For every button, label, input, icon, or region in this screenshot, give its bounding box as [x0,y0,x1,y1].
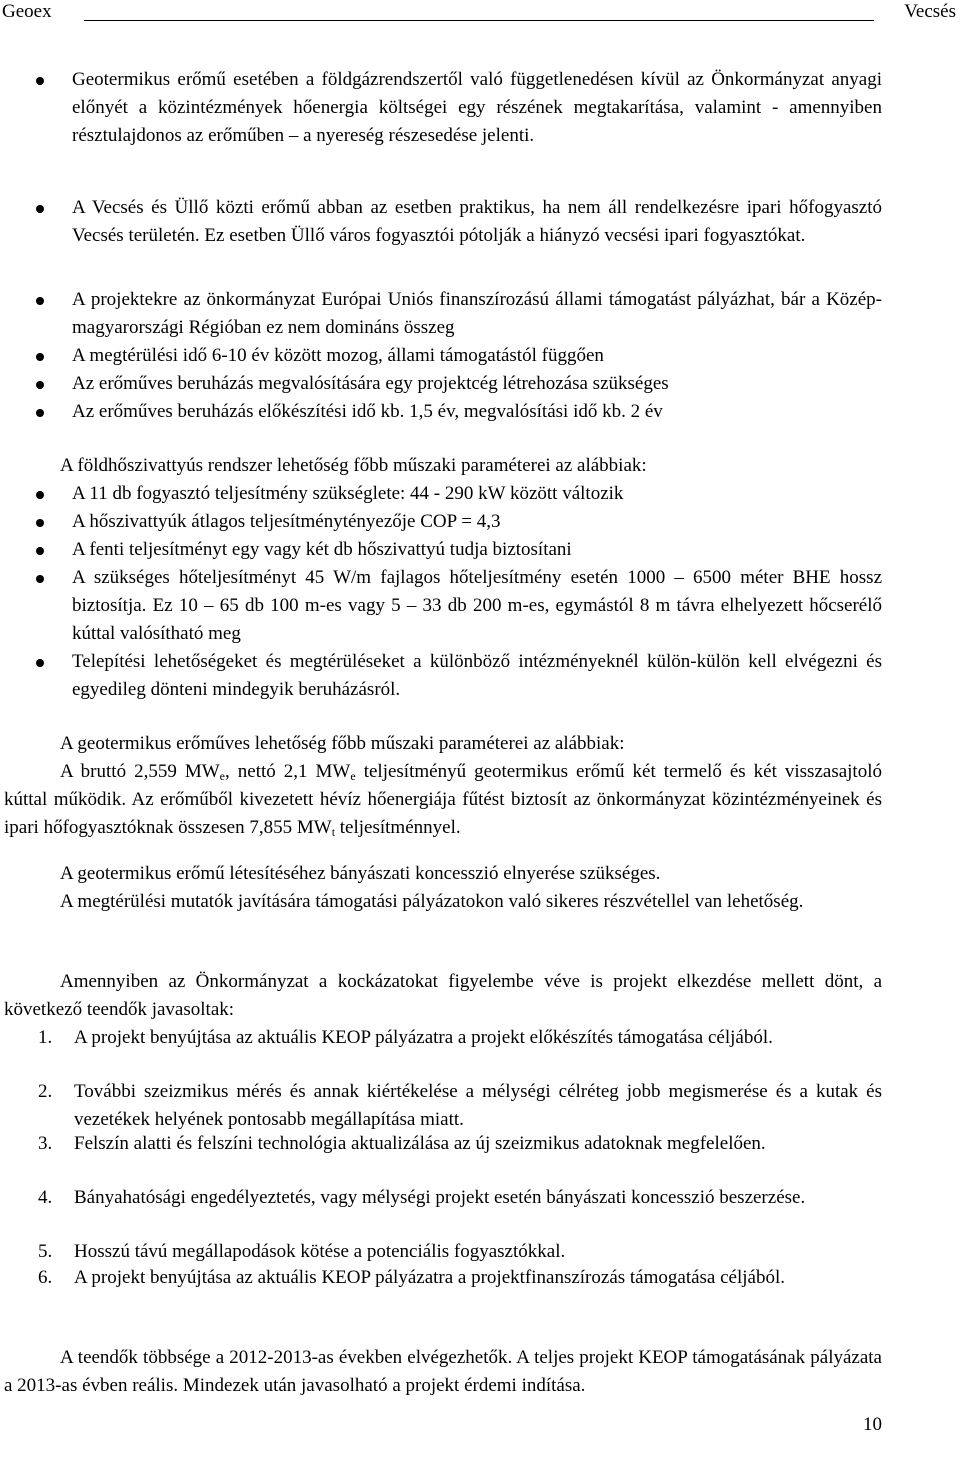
list-item-text: A szükséges hőteljesítményt 45 W/m fajlagos hőteljesítmény esetén 1000 – 6500 méter BHE hossz biztosítja. Ez 10 – 65 db 100 m-es vagy 5 – 33 db 200 m-es, egymástól 8 m távra elhelyezett hőcserélő kúttal valósítható meg [72,567,882,644]
step-number: 4. [38,1187,53,1208]
step-number: 5. [38,1241,53,1262]
step-text: Hosszú távú megállapodások kötése a potenciális fogyasztókkal. [74,1241,566,1262]
list-item-text: A hőszivattyúk átlagos teljesítménytényezője COP = 4,3 [72,511,501,532]
page-header [0,0,960,26]
bullet-icon [36,519,44,527]
list-item-text: Geotermikus erőmű esetében a földgázrendszertől való függetlenedésen kívül az Önkormányzat anyagi előnyét a közintézmények hőenergia költségei egy részének megtakarítása, valamint - amennyiben résztulajdonos az erőműben – a nyereség részesedése jelenti. [72,69,882,146]
bullet-icon [36,353,44,361]
list-item-text: A 11 db fogyasztó teljesítmény szükséglete: 44 - 290 kW között változik [72,483,624,504]
bullet-icon [36,381,44,389]
list-item-text: A fenti teljesítményt egy vagy két db hőszivattyú tudja biztosítani [72,539,572,560]
geo-concession-paragraph: A geotermikus erőmű létesítéséhez bányászati koncesszió elnyerése szükséges. [60,863,661,884]
step-text: A projekt benyújtása az aktuális KEOP pályázatra a projektfinanszírozás támogatása céljából. [74,1267,785,1288]
bullet-icon [36,77,44,85]
step-text: További szeizmikus mérés és annak kiértékelése a mélységi célréteg jobb megismerése és a kutak és vezetékek helyének pontosabb megállapítása miatt. [74,1081,882,1130]
list-item-text: A megtérülési idő 6-10 év között mozog, állami támogatástól függően [72,345,604,366]
step-text: Bányahatósági engedélyeztetés, vagy mélységi projekt esetén bányászati koncesszió beszerzése. [74,1187,806,1208]
bullet-icon [36,491,44,499]
step-text: Felszín alatti és felszíni technológia aktualizálása az új szeizmikus adatoknak megfelelően. [74,1133,766,1154]
step-number: 6. [38,1267,53,1288]
bullet-icon [36,409,44,417]
decision-intro: Amennyiben az Önkormányzat a kockázatokat figyelembe véve is projekt elkezdése mellett dönt, a következő teendők javasoltak: [4,971,882,1020]
geo-parameters-paragraph: A bruttó 2,559 $MW_e$, nettó 2,1 $MW_e$ teljesítményű geotermikus erőmű két termelő és két visszasajtoló kúttal működik. Az erőműből kivezetett hévíz hőenergiája fűtést biztosít az önkormányzat közintézményeinek és ipari hőfogyasztóknak összesen 7,855 $MW_t$ teljesítménnyel. [4,761,882,839]
list-item-text: Az erőműves beruházás megvalósítására egy projektcég létrehozása szükséges [72,373,669,394]
bullet-icon [36,547,44,555]
step-number: 2. [38,1081,53,1102]
header-right: Vecsés [904,1,956,22]
step-number: 1. [38,1027,53,1048]
list-item-text: A Vecsés és Üllő közti erőmű abban az esetben praktikus, ha nem áll rendelkezésre ipari hőfogyasztó Vecsés területén. Ez esetben Üllő város fogyasztói pótolják a hiányzó vecsési ipari fogyasztókat. [72,197,882,246]
step-text: A projekt benyújtása az aktuális KEOP pályázatra a projekt előkészítés támogatása céljából. [74,1027,773,1048]
list-item-text: Az erőműves beruházás előkészítési idő kb. 1,5 év, megvalósítási idő kb. 2 év [72,401,663,422]
geo-subsidy-paragraph: A megtérülési mutatók javítására támogatási pályázatokon való sikeres részvétellel van lehetőség. [60,891,804,912]
page-number: 10 [863,1414,882,1435]
list-item-text: A projektekre az önkormányzat Európai Uniós finanszírozású állami támogatást pályázhat, bár a Közép-magyarországi Régióban ez nem domináns összeg [72,289,882,338]
header-rule [84,20,874,21]
geo-intro: A geotermikus erőműves lehetőség főbb műszaki paraméterei az alábbiak: [60,733,625,754]
list-item-text: Telepítési lehetőségeket és megtérüléseket a különböző intézményeknél külön-külön kell elvégezni és egyedileg dönteni mindegyik beruházásról. [72,651,882,700]
bullet-icon [36,659,44,667]
bullet-icon [36,205,44,213]
heatpump-intro: A földhőszivattyús rendszer lehetőség főbb műszaki paraméterei az alábbiak: [60,455,647,476]
header-left: Geoex [2,1,52,22]
bullet-icon [36,297,44,305]
bullet-icon [36,575,44,583]
closing-paragraph: A teendők többsége a 2012-2013-as években elvégezhetők. A teljes projekt KEOP támogatásának pályázata a 2013-as évben reális. Mindezek után javasolható a projekt érdemi indítása. [4,1347,882,1396]
step-number: 3. [38,1133,53,1154]
